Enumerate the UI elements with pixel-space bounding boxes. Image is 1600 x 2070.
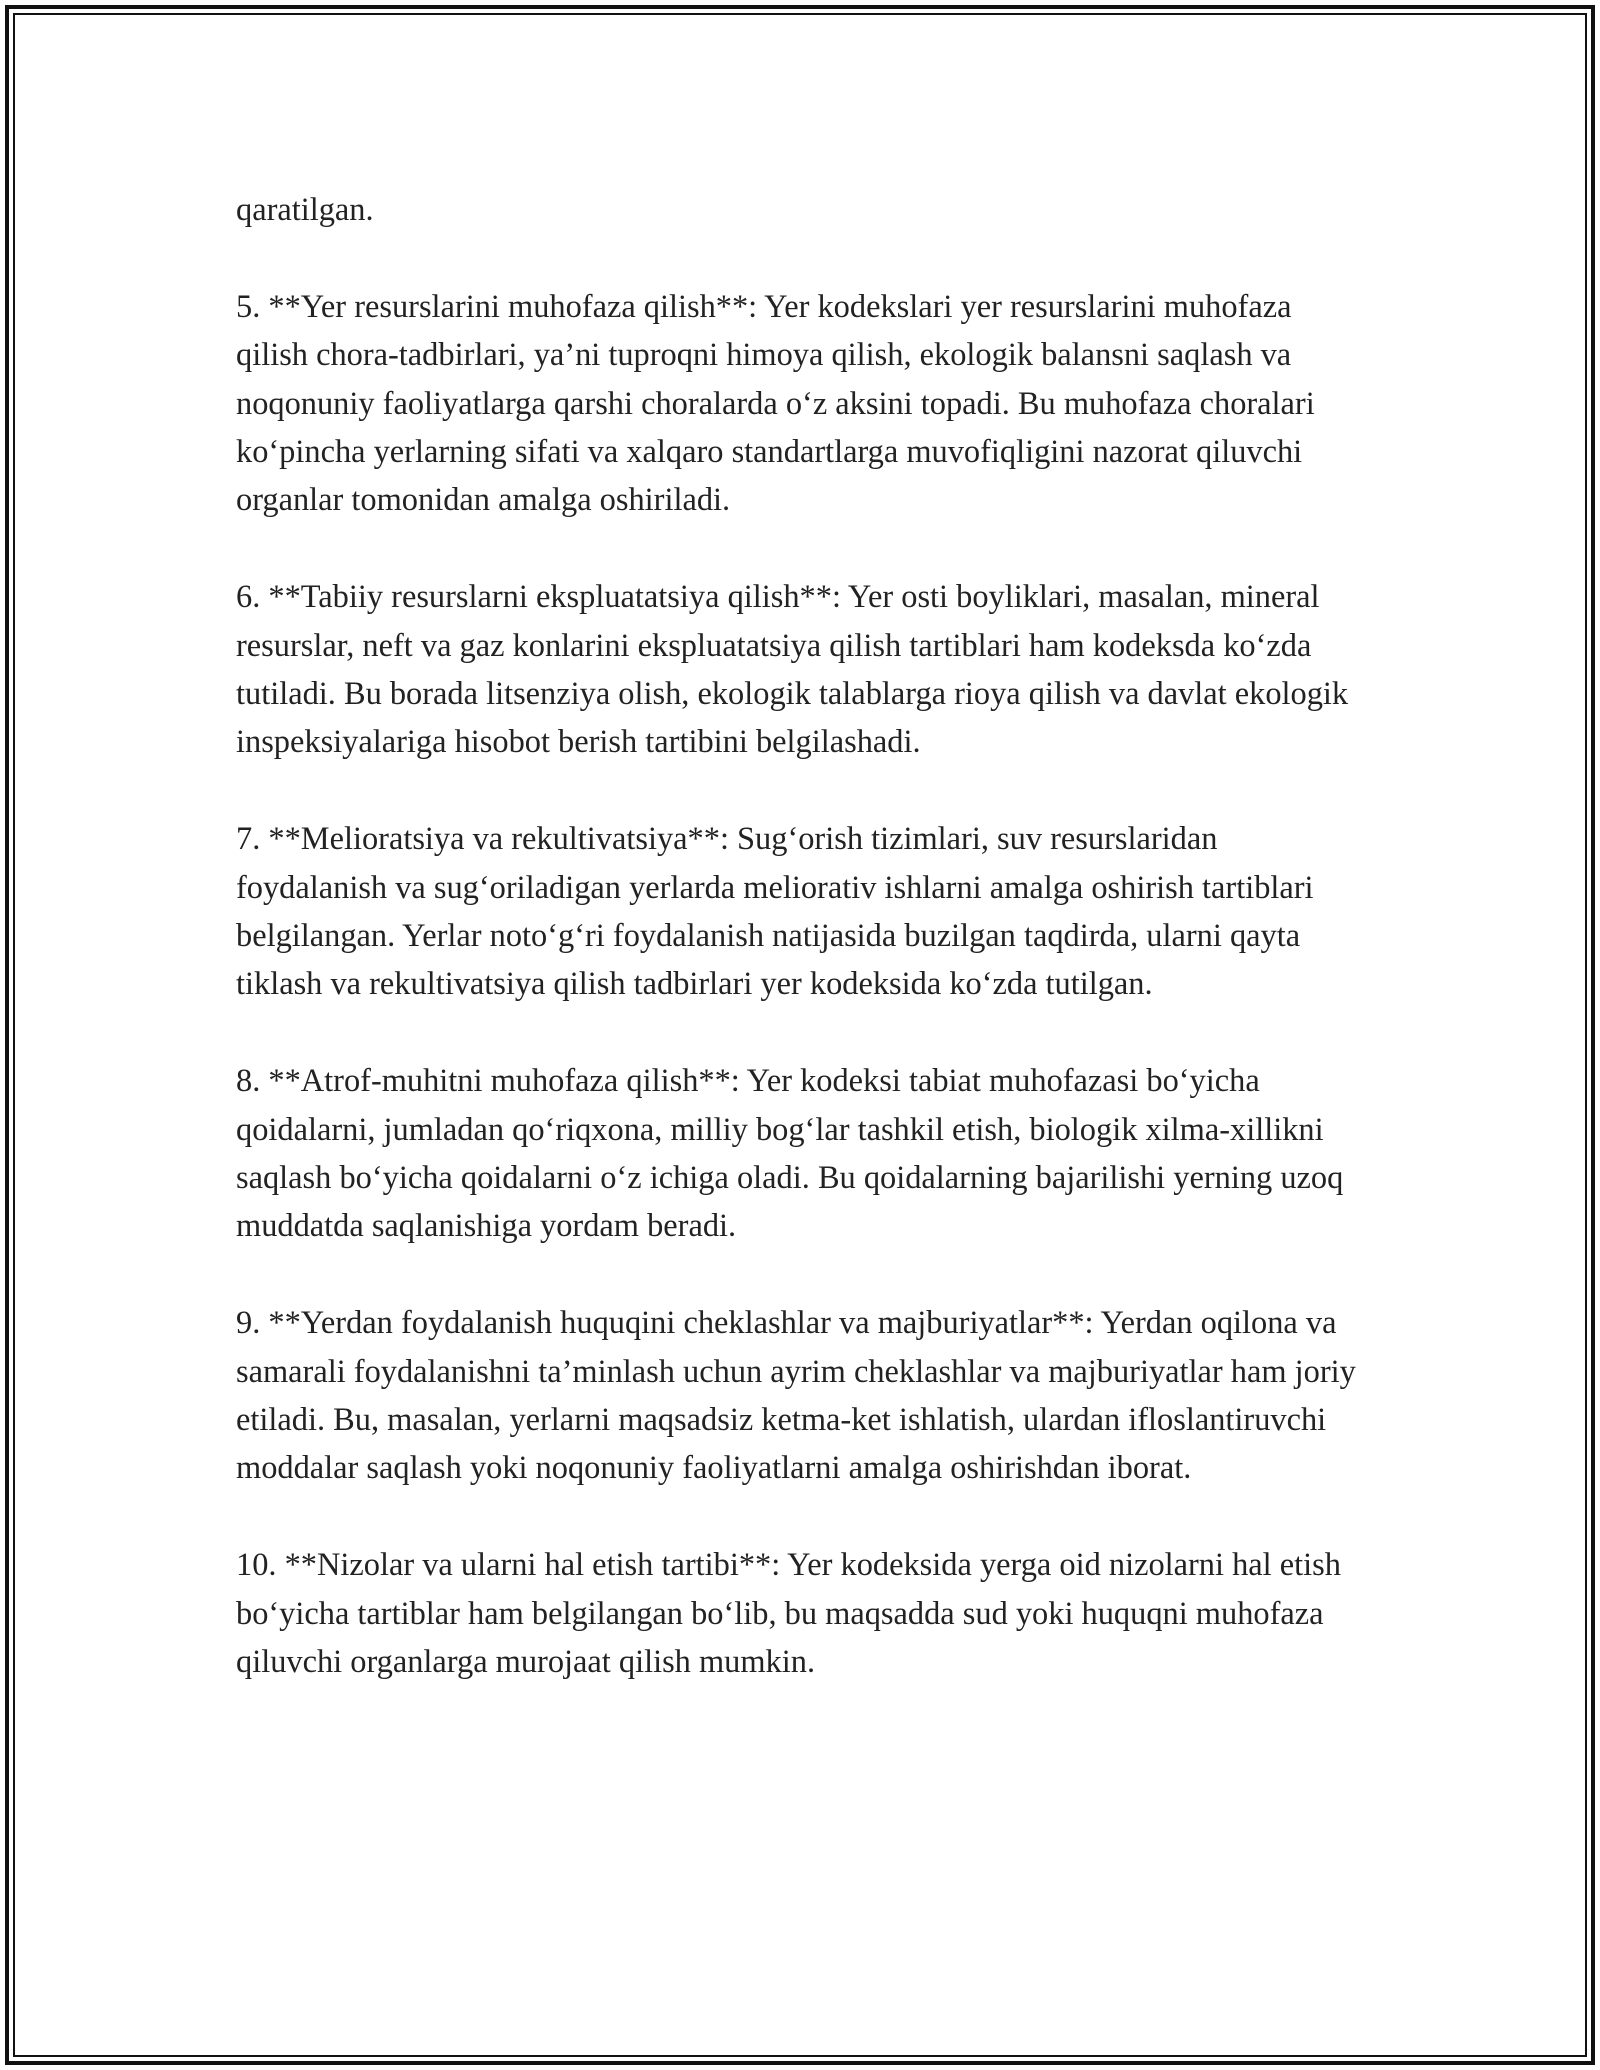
- paragraph-item-7: 7. **Melioratsiya va rekultivatsiya**: Sug‘orish tizimlari, suv resurslaridan foydalanish va sug‘oriladigan yerlarda meliorativ ishlarni amalga oshirish tartiblari belgilangan. Yerlar noto‘g‘ri foydalanish natijasida buzilgan taqdirda, ularni qayta tiklash va rekultivatsiya qilish tadbirlari yer kodeksida ko‘zda tutilgan.: [236, 821, 1314, 1003]
- paragraph-continuation: qaratilgan.: [236, 192, 374, 228]
- paragraph-item-8: 8. **Atrof-muhitni muhofaza qilish**: Yer kodeksi tabiat muhofazasi bo‘yicha qoidalarni, jumladan qo‘riqxona, milliy bog‘lar tashkil etish, biologik xilma-xillikni saqlash bo‘yicha qoidalarni o‘z ichiga oladi. Bu qoidalarning bajarilishi yerning uzoq muddatda saqlanishiga yordam beradi.: [236, 1063, 1344, 1245]
- paragraph-item-9: 9. **Yerdan foydalanish huquqini cheklashlar va majburiyatlar**: Yerdan oqilona va samarali foydalanishni ta’minlash uchun ayrim cheklashlar va majburiyatlar ham joriy etiladi. Bu, masalan, yerlarni maqsadsiz ketma-ket ishlatish, ulardan ifloslantiruvchi moddalar saqlash yoki noqonuniy faoliyatlarni amalga oshirishdan iborat.: [236, 1305, 1356, 1487]
- paragraph-item-5: 5. **Yer resurslarini muhofaza qilish**: Yer kodekslari yer resurslarini muhofaza qilish chora-tadbirlari, ya’ni tuproqni himoya qilish, ekologik balansni saqlash va noqonuniy faoliyatlarga qarshi choralarda o‘z aksini topadi. Bu muhofaza choralari ko‘pincha yerlarning sifati va xalqaro standartlarga muvofiqligini nazorat qiluvchi organlar tomonidan amalga oshiriladi.: [236, 288, 1315, 519]
- document-body: [236, 186, 1366, 1735]
- paragraph-item-10: 10. **Nizolar va ularni hal etish tartibi**: Yer kodeksida yerga oid nizolarni hal etish bo‘yicha tartiblar ham belgilangan bo‘lib, bu maqsadda sud yoki huquqni muhofaza qiluvchi organlarga murojaat qilish mumkin.: [236, 1547, 1341, 1681]
- paragraph-item-6: 6. **Tabiiy resurslarni ekspluatatsiya qilish**: Yer osti boyliklari, masalan, mineral resurslar, neft va gaz konlarini ekspluatatsiya qilish tartiblari ham kodeksda ko‘zda tutiladi. Bu borada litsenziya olish, ekologik talablarga rioya qilish va davlat ekologik inspeksiyalariga hisobot berish tartibini belgilashadi.: [236, 579, 1349, 761]
